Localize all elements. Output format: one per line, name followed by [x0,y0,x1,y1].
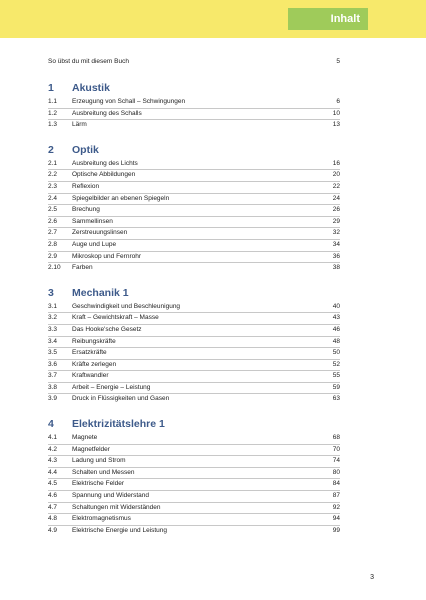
toc-entry [48,240,340,252]
entry-page: 99 [332,526,340,534]
entry-page: 24 [332,194,340,202]
chapter-heading [48,81,340,95]
entry-number: 3.4 [48,337,58,345]
toc-entry [48,371,340,383]
entry-page: 40 [332,302,340,310]
entry-number: 3.3 [48,325,58,333]
toc-entry [48,252,340,264]
toc-entry [48,337,340,349]
entry-number: 3.5 [48,349,58,357]
entry-number: 2.1 [48,159,58,167]
entry-page: 32 [332,229,340,237]
entry-page: 63 [332,395,340,403]
chapter-heading [48,286,340,300]
entry-title: Brechung [72,206,100,214]
entry-page: 50 [332,349,340,357]
toc-entry [48,205,340,217]
toc-entry [48,491,340,503]
toc-entry [48,456,340,468]
chapter-list [48,81,340,536]
entry-page: 92 [332,503,340,511]
entry-number: 3.9 [48,395,58,403]
entry-title: Ausbreitung des Lichts [72,159,138,167]
entry-title: Sammellinsen [72,217,113,225]
entry-title: Erzeugung von Schall – Schwingungen [72,98,186,105]
entry-page: 38 [332,264,340,272]
entry-number: 2.8 [48,240,58,248]
entry-title: Spiegelbilder an ebenen Spiegeln [72,194,170,202]
chapter-section [48,417,340,536]
entry-number: 4.6 [48,492,58,500]
entry-page: 48 [332,337,340,345]
toc-entry [48,159,340,171]
toc-entry [48,348,340,360]
entry-title: Lärm [72,121,87,129]
entry-page: 52 [332,360,340,368]
entry-number: 4.2 [48,445,58,453]
entry-title: Magnetfelder [72,445,110,453]
toc-entry [48,503,340,515]
chapter-section [48,286,340,405]
entry-page: 20 [332,171,340,179]
entry-number: 2.9 [48,252,58,260]
entry-title: Auge und Lupe [72,240,117,248]
entry-number: 3.1 [48,302,58,310]
toc-entry [48,514,340,526]
entry-number: 4.7 [48,503,58,511]
toc-entry [48,468,340,480]
chapter-section [48,143,340,274]
toc-entry [48,120,340,131]
page-title: Inhalt [288,8,368,30]
chapter-section [48,81,340,131]
entry-page: 36 [332,252,340,260]
entry-number: 3.6 [48,360,58,368]
entry-title: Schalten und Messen [72,468,135,476]
entry-page: 5 [336,58,340,65]
entry-number: 4.3 [48,457,58,465]
toc-intro-entry [48,57,340,67]
chapter-title: Elektrizitätslehre 1 [72,418,165,431]
toc-entry [48,325,340,337]
entry-number: 3.7 [48,372,58,380]
chapter-number: 2 [48,143,54,156]
entry-page: 94 [332,515,340,523]
entry-page: 87 [332,492,340,500]
entry-page: 22 [332,182,340,190]
entry-page: 34 [332,240,340,248]
entry-title: Optische Abbildungen [72,171,136,179]
toc-entry [48,360,340,372]
chapter-heading [48,143,340,157]
entry-title: Ausbreitung des Schalls [72,109,142,117]
entry-title: Druck in Flüssigkeiten und Gasen [72,395,170,403]
entry-title: Magnete [72,434,98,442]
toc-entry [48,526,340,537]
entry-title: Elektromagnetismus [72,515,131,523]
page-number: 3 [370,574,374,581]
entry-title: So übst du mit diesem Buch [48,58,129,65]
entry-title: Zerstreuungslinsen [72,229,128,237]
entry-page: 16 [332,159,340,167]
entry-page: 6 [336,98,340,105]
toc-entry [48,194,340,206]
entry-page: 70 [332,445,340,453]
entry-page: 43 [332,314,340,322]
entry-title: Reflexion [72,182,100,190]
entry-number: 2.6 [48,217,58,225]
entry-page: 59 [332,383,340,391]
toc-entry [48,228,340,240]
entry-number: 4.5 [48,480,58,488]
entry-number: 3.2 [48,314,58,322]
entry-number: 2.2 [48,171,58,179]
toc-entry [48,302,340,314]
toc-entry [48,383,340,395]
entry-page: 74 [332,457,340,465]
toc-entry [48,182,340,194]
entry-number: 4.9 [48,526,58,534]
entry-title: Spannung und Widerstand [72,492,149,500]
entry-page: 55 [332,372,340,380]
toc-entry [48,394,340,405]
entry-number: 1.1 [48,98,58,105]
entry-number: 4.8 [48,515,58,523]
chapter-number: 3 [48,286,54,299]
toc-entry [48,479,340,491]
entry-number: 1.3 [48,121,58,129]
entry-title: Schaltungen mit Widerständen [72,503,161,511]
entry-title: Ladung und Strom [72,457,126,465]
toc-entry [48,217,340,229]
entry-title: Kraft – Gewichtskraft – Masse [72,314,159,322]
entry-title: Geschwindigkeit und Beschleunigung [72,302,181,310]
entry-title: Mikroskop und Fernrohr [72,252,141,260]
toc-entry [48,433,340,445]
entry-number: 2.3 [48,182,58,190]
entry-number: 2.7 [48,229,58,237]
entry-title: Elektrische Felder [72,480,125,488]
toc-entry [48,109,340,121]
toc-entry [48,97,340,109]
entry-title: Elektrische Energie und Leistung [72,526,168,534]
chapter-heading [48,417,340,431]
chapter-title: Mechanik 1 [72,286,129,299]
toc-entry [48,263,340,274]
chapter-title: Akustik [72,82,110,94]
entry-page: 13 [332,121,340,129]
entry-title: Ersatzkräfte [72,349,107,357]
entry-page: 46 [332,325,340,333]
toc-entry [48,170,340,182]
entry-title: Farben [72,264,93,272]
entry-page: 10 [332,109,340,117]
toc-entry [48,313,340,325]
entry-title: Arbeit – Energie – Leistung [72,383,151,391]
entry-title: Kraftwandler [72,372,109,380]
entry-number: 4.1 [48,434,58,442]
entry-number: 2.4 [48,194,58,202]
entry-number: 4.4 [48,468,58,476]
entry-number: 2.10 [48,264,61,272]
chapter-number: 4 [48,418,54,431]
entry-page: 26 [332,206,340,214]
entry-title: Das Hooke'sche Gesetz [72,325,142,333]
table-of-contents [48,57,340,548]
chapter-number: 1 [48,82,54,94]
entry-page: 68 [332,434,340,442]
toc-entry [48,445,340,457]
entry-page: 80 [332,468,340,476]
entry-title: Kräfte zerlegen [72,360,117,368]
entry-page: 29 [332,217,340,225]
entry-number: 3.8 [48,383,58,391]
entry-number: 1.2 [48,109,58,117]
chapter-title: Optik [72,143,99,156]
entry-page: 84 [332,480,340,488]
entry-number: 2.5 [48,206,58,214]
entry-title: Reibungskräfte [72,337,116,345]
